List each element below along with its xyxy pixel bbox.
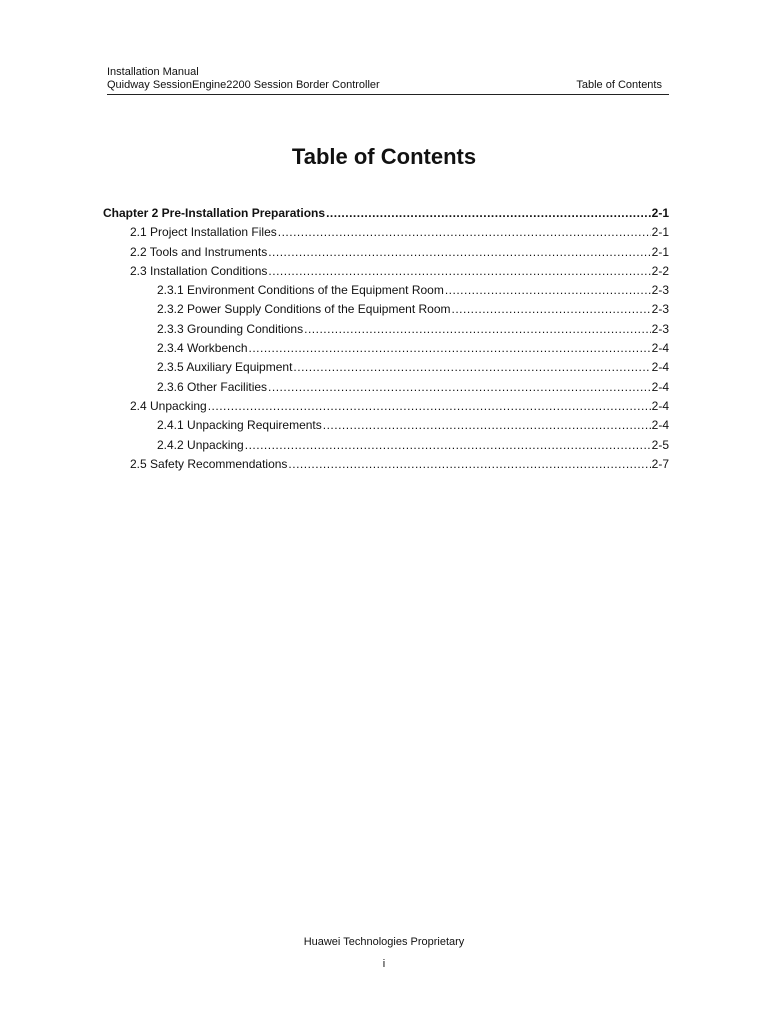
toc-entry-label: 2.3.4 Workbench xyxy=(157,341,248,356)
toc-entry-label: Chapter 2 Pre-Installation Preparations xyxy=(103,206,326,220)
page-number: i xyxy=(382,958,386,970)
toc-dot-leader xyxy=(208,397,651,416)
toc-dot-leader xyxy=(268,243,650,262)
toc-dot-leader xyxy=(245,436,651,455)
page-header xyxy=(107,66,669,95)
toc-entry-label: 2.3.5 Auxiliary Equipment xyxy=(157,360,293,375)
toc-entry-label: 2.3.2 Power Supply Conditions of the Equipment Room xyxy=(157,302,451,317)
toc-dot-leader xyxy=(268,378,651,397)
toc-entry-page: 2-2 xyxy=(651,263,669,278)
toc-entry-page: 2-1 xyxy=(651,206,669,220)
header-row xyxy=(107,79,669,92)
toc-entry-label: 2.4.2 Unpacking xyxy=(157,437,244,452)
toc-entry-page: 2-3 xyxy=(651,283,669,298)
toc-dot-leader xyxy=(304,320,651,339)
toc-entry-2-3[interactable] xyxy=(103,262,669,281)
toc-dot-leader xyxy=(326,204,651,223)
header-product: Quidway SessionEngine2200 Session Border Controller xyxy=(107,79,380,91)
toc-entry-2-4[interactable] xyxy=(103,397,669,416)
toc-entry-label: 2.3.6 Other Facilities xyxy=(157,379,268,394)
toc-entry-2-3-4[interactable] xyxy=(103,339,669,358)
toc-entry-label: 2.4 Unpacking xyxy=(130,398,207,413)
toc-entry-label: 2.4.1 Unpacking Requirements xyxy=(157,418,322,433)
toc-dot-leader xyxy=(288,455,650,474)
toc-entry-chapter-2[interactable] xyxy=(103,204,669,223)
toc-entry-label: 2.2 Tools and Instruments xyxy=(130,244,268,259)
toc-entry-2-3-5[interactable] xyxy=(103,358,669,377)
toc-entry-page: 2-3 xyxy=(651,321,669,336)
toc-dot-leader xyxy=(249,339,651,358)
toc-entry-2-5[interactable] xyxy=(103,455,669,474)
toc-dot-leader xyxy=(445,281,651,300)
toc-entry-page: 2-1 xyxy=(651,225,669,240)
toc-entry-label: 2.3.3 Grounding Conditions xyxy=(157,321,304,336)
page-footer: Huawei Technologies Proprietary xyxy=(303,936,465,948)
toc-entry-2-3-1[interactable] xyxy=(103,281,669,300)
toc-entry-page: 2-5 xyxy=(651,437,669,452)
header-section: Table of Contents xyxy=(576,79,662,91)
toc-entry-2-3-2[interactable] xyxy=(103,300,669,319)
toc-entry-label: 2.3 Installation Conditions xyxy=(130,263,268,278)
toc-entry-page: 2-4 xyxy=(651,379,669,394)
toc-dot-leader xyxy=(323,416,651,435)
toc-entry-label: 2.5 Safety Recommendations xyxy=(130,456,288,471)
toc-entry-page: 2-7 xyxy=(651,456,669,471)
toc-entry-2-4-2[interactable] xyxy=(103,436,669,455)
toc-dot-leader xyxy=(293,358,650,377)
toc-entry-2-1[interactable] xyxy=(103,223,669,242)
toc-entry-2-4-1[interactable] xyxy=(103,416,669,435)
toc-entry-2-3-6[interactable] xyxy=(103,378,669,397)
toc-entry-page: 2-4 xyxy=(651,418,669,433)
toc-dot-leader xyxy=(268,262,650,281)
toc-entry-2-2[interactable] xyxy=(103,243,669,262)
page-title: Table of Contents xyxy=(291,144,477,169)
toc-list xyxy=(103,204,669,474)
header-doc-type: Installation Manual xyxy=(107,66,199,78)
toc-entry-label: 2.1 Project Installation Files xyxy=(130,225,277,240)
toc-entry-page: 2-4 xyxy=(651,360,669,375)
toc-entry-2-3-3[interactable] xyxy=(103,320,669,339)
toc-dot-leader xyxy=(278,223,651,242)
toc-entry-page: 2-3 xyxy=(651,302,669,317)
toc-entry-page: 2-4 xyxy=(651,341,669,356)
toc-entry-page: 2-4 xyxy=(651,398,669,413)
toc-entry-page: 2-1 xyxy=(651,244,669,259)
toc-entry-label: 2.3.1 Environment Conditions of the Equipment Room xyxy=(157,283,444,298)
toc-dot-leader xyxy=(452,300,651,319)
